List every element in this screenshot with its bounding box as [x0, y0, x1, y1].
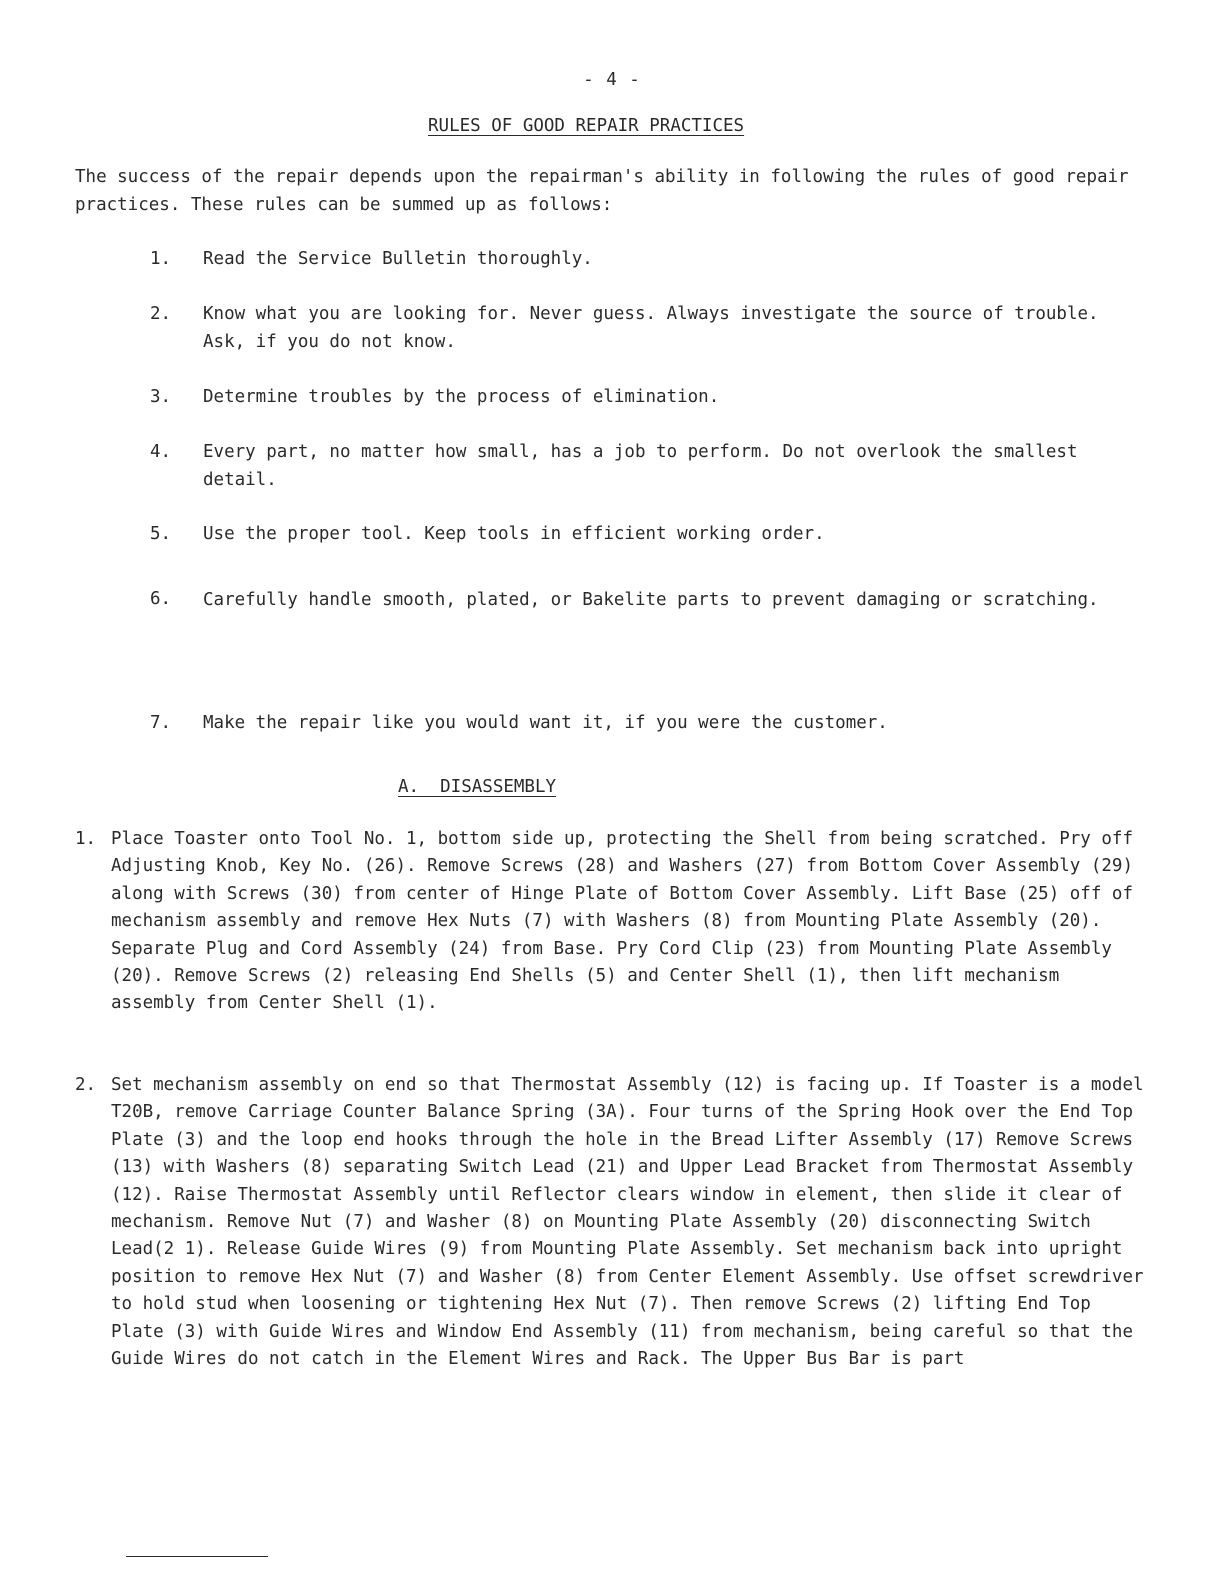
step-text: Place Toaster onto Tool No. 1, bottom side up, protecting the Shell from being scratched. Pry off Adjusting Knob, Key No. (26). Remove Screws (28) and Washers (27) from Bottom Cover Assembly (29) along with Screws (30) from center of Hinge Plate of Bottom Cover Assembly. Lift Base (25) off of mechanism assembly and remove Hex Nuts (7) with Washers (8) from Mounting Plate Assembly (20). Separate Plug and Cord Assembly (24) from Base. Pry Cord Clip (23) from Mounting Plate Assembly (20). Remove Screws (2) releasing End Shells (5) and Center Shell (1), then lift mechanism assembly from Center Shell (1).: [111, 829, 1133, 1014]
footnote-separator: [126, 1556, 268, 1557]
rule-text: Every part, no matter how small, has a job to perform. Do not overlook the smallest detail.: [203, 442, 1078, 490]
rule-item: [150, 710, 1130, 738]
step-text: Set mechanism assembly on end so that Thermostat Assembly (12) is facing up. If Toaster is a model T20B, remove Carriage Counter Balance Spring (3A). Four turns of the Spring Hook over the End Top Plate (3) and the loop end hooks through the hole in the Bread Lifter Assembly (17) Remove Screws (13) with Washers (8) separating Switch Lead (21) and Upper Lead Bracket from Thermostat Assembly (12). Raise Thermostat Assembly until Reflector clears window in element, then slide it clear of mechanism. Remove Nut (7) and Washer (8) on Mounting Plate Assembly (20) disconnecting Switch Lead(2 1). Release Guide Wires (9) from Mounting Plate Assembly. Set mechanism back into upright position to remove Hex Nut (7) and Washer (8) from Center Element Assembly. Use offset screwdriver to hold stud when loosening or tightening Hex Nut (7). Then remove Screws (2) lifting End Top Plate (3) with Guide Wires and Window End Assembly (11) from mechanism, being careful so that the Guide Wires do not catch in the Element Wires and Rack. The Upper Bus Bar is part: [111, 1075, 1144, 1370]
rule-item: [150, 246, 1130, 274]
rule-text: Determine troubles by the process of elimination.: [203, 387, 720, 407]
rule-text: Read the Service Bulletin thoroughly.: [203, 249, 593, 269]
section-title-rules: RULES OF GOOD REPAIR PRACTICES: [428, 116, 745, 136]
page-number: - 4 -: [583, 70, 641, 90]
rule-number: 1.: [150, 249, 172, 269]
step-number: 2.: [75, 1075, 97, 1095]
rule-item: [150, 521, 1130, 549]
rule-item: [150, 580, 1130, 621]
rule-number: 7.: [150, 713, 172, 733]
intro-paragraph: The success of the repair depends upon the repairman's ability in following the rules of good repair practices. These rules can be summed up as follows:: [75, 167, 1129, 215]
section-title-disassembly: A. DISASSEMBLY: [398, 777, 557, 797]
rule-text: Use the proper tool. Keep tools in efficient working order.: [203, 524, 825, 544]
rule-text: Know what you are looking for. Never guess. Always investigate the source of trouble. Ask, if you do not know.: [203, 304, 1099, 352]
rule-text: Make the repair like you would want it, if you were the customer.: [203, 713, 888, 733]
step-number: 1.: [75, 829, 97, 849]
rule-number: 3.: [150, 387, 172, 407]
rule-item: [150, 384, 1130, 412]
disassembly-step: [75, 826, 1145, 1018]
rule-number: 2.: [150, 304, 172, 324]
rule-number: 5.: [150, 524, 172, 544]
rule-number: 6.: [150, 589, 172, 609]
rule-number: 4.: [150, 442, 172, 462]
rule-item: [150, 439, 1130, 494]
rule-item: [150, 301, 1130, 356]
rule-text: Carefully handle smooth, plated, or Bakelite parts to prevent damaging or scratching.: [203, 590, 1099, 610]
disassembly-step: [75, 1072, 1145, 1373]
